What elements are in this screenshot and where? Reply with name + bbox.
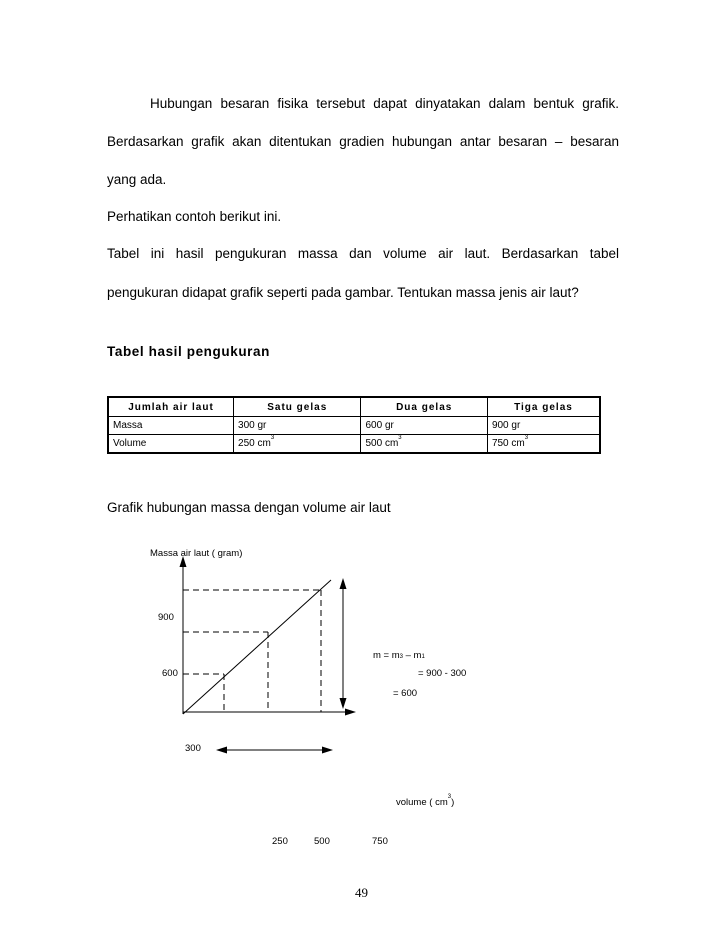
table-heading: Tabel hasil pengukuran [107,344,270,359]
table-header-cell: Satu gelas [234,397,361,417]
volume-value: 250 cm [238,438,271,449]
y-tick-label: 300 [185,743,201,754]
paragraph-table-desc-2: pengukuran didapat grafik seperti pada gambar. Tentukan massa jenis air laut? [107,285,579,300]
x-axis-label-text: volume ( cm [396,797,448,808]
table-cell: Massa [108,417,234,435]
unit-exponent: 3 [398,435,402,441]
data-line [183,580,331,714]
table-cell: Volume [108,435,234,454]
delta-m-arrowhead-top [340,578,347,589]
formula-text: m = m [373,650,400,661]
volume-value: 750 cm [491,438,525,449]
delta-m-arrowhead-bottom [340,698,347,709]
paragraph-gradient-1: Berdasarkan grafik akan ditentukan gradien hubungan antar besaran – besaran [107,134,619,149]
x-axis-label [396,794,455,808]
paragraph-gradient-2: yang ada. [107,172,167,187]
x-tick-label: 750 [372,836,388,847]
unit-exponent: 3 [524,435,529,441]
formula-line-2: = 900 - 300 [418,668,467,679]
x-axis-label-close: ) [451,797,455,808]
formula-subscript: 3 [399,654,403,660]
formula-line-3: = 600 [393,688,418,699]
paragraph-intro: Hubungan besaran fisika tersebut dapat dinyatakan dalam bentuk grafik. [150,96,619,111]
unit-exponent: 3 [447,794,452,800]
unit-exponent: 3 [270,435,275,441]
formula-subscript: 1 [421,654,425,660]
x-axis-arrowhead [345,709,356,716]
delta-v-arrowhead-left [216,747,227,754]
paragraph-table-desc-1: Tabel ini hasil pengukuran massa dan volume air laut. Berdasarkan tabel [107,246,619,261]
table-cell: 900 gr [487,417,600,435]
volume-value: 500 cm [365,438,399,449]
delta-v-arrowhead-right [322,747,333,754]
table-header-cell: Tiga gelas [487,397,600,417]
x-tick-label: 250 [272,836,288,847]
page-number: 49 [355,885,368,900]
graph-caption: Grafik hubungan massa dengan volume air laut [107,500,391,515]
y-tick-label: 600 [162,668,178,679]
formula-line-1 [373,650,425,661]
table-cell: 600 gr [361,417,487,435]
y-tick-label: 900 [158,612,174,623]
y-axis-label: Massa air laut ( gram) [150,548,243,559]
formula-text: – m [403,650,422,661]
table-cell: 300 gr [234,417,361,435]
x-tick-label: 500 [314,836,330,847]
table-header-cell: Jumlah air laut [108,397,234,417]
table-header-cell: Dua gelas [361,397,487,417]
paragraph-example: Perhatikan contoh berikut ini. [107,209,282,224]
